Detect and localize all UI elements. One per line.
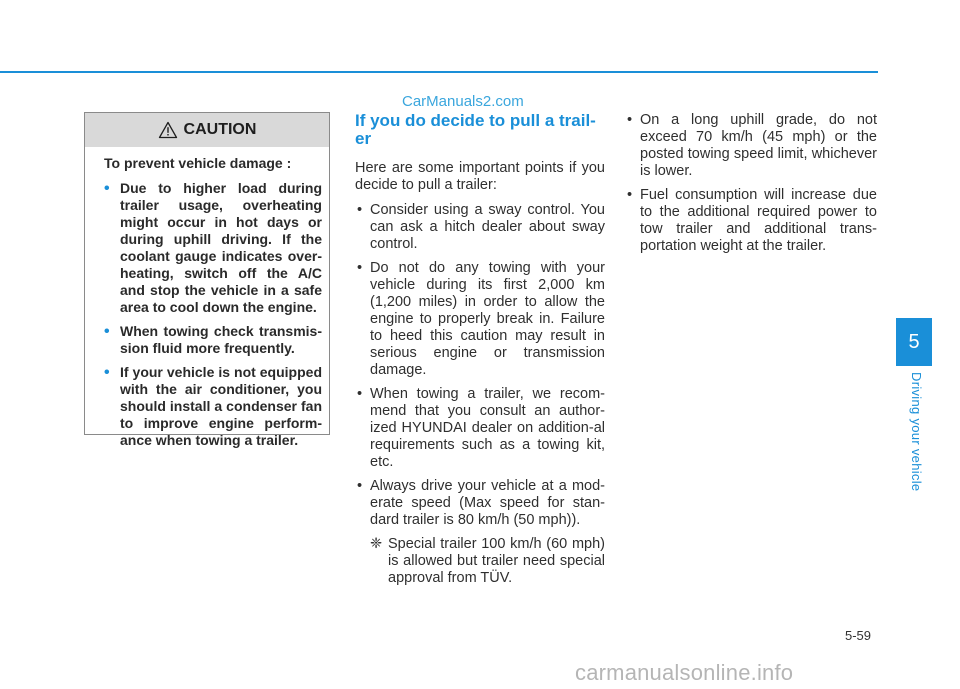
list-item: • Do not do any towing with your vehicle during its first 2,000 km (1,200 miles) in order to allow the engine to properly break in. Failure to heed this caution may result in serious engine or transmission damage. [355,260,605,379]
note-mark: ❈ [370,536,383,552]
section-title: If you do decide to pull a trail-er [355,111,596,148]
watermark-top[interactable]: CarManuals2.com [402,93,524,110]
header-rule [0,71,878,73]
watermark-bottom[interactable]: carmanualsonline.info [575,660,794,685]
caution-item: • When towing check transmis-sion fluid more frequently. [104,323,322,357]
right-column [625,112,877,262]
caution-body [85,147,329,449]
list-item: • Always drive your vehicle at a mod-erate speed (Max speed for stan-dard trailer is 80 km/h (50 mph)). [355,478,605,529]
section-intro: Here are some important points if you decide to pull a trailer: [355,160,605,193]
list-item: • Fuel consumption will increase due to the additional required power to tow trailer and additional trans-portation weight at the trailer. [625,187,877,255]
caution-item: • Due to higher load during trailer usage, overheating might occur in hot days or during uphill driving. If the coolant gauge indicates over-heating, switch off the A/C and stop the vehicle in a safe area to cool down the engine. [104,180,322,316]
caution-item: • If your vehicle is not equipped with the air conditioner, you should install a condenser fan to improve engine perform-ance when towing a trailer. [104,364,322,449]
page-number: 5-59 [845,628,872,643]
caution-intro: To prevent vehicle damage : [104,155,292,171]
caution-list [104,180,322,449]
note-text: Special trailer 100 km/h (60 mph) is allowed but trailer need special approval from TÜV. [388,536,605,586]
caution-box [84,112,330,448]
speed-note [355,536,605,587]
warning-triangle-icon [158,121,178,139]
caution-header [85,113,329,147]
list-item: • When towing a trailer, we recom-mend that you consult an author-ized HYUNDAI dealer on addition-al requirements such as a towing kit, etc. [355,386,605,471]
towing-section [355,112,605,587]
towing-points-list [355,202,605,529]
chapter-number-tab: 5 [896,318,932,366]
right-points-list [625,112,877,255]
caution-title: CAUTION [183,121,257,138]
chapter-label: Driving your vehicle [909,372,924,492]
list-item: • On a long uphill grade, do not exceed 70 km/h (45 mph) or the posted towing speed limit, whichever is lower. [625,112,877,180]
list-item: • Consider using a sway control. You can ask a hitch dealer about sway control. [355,202,605,253]
